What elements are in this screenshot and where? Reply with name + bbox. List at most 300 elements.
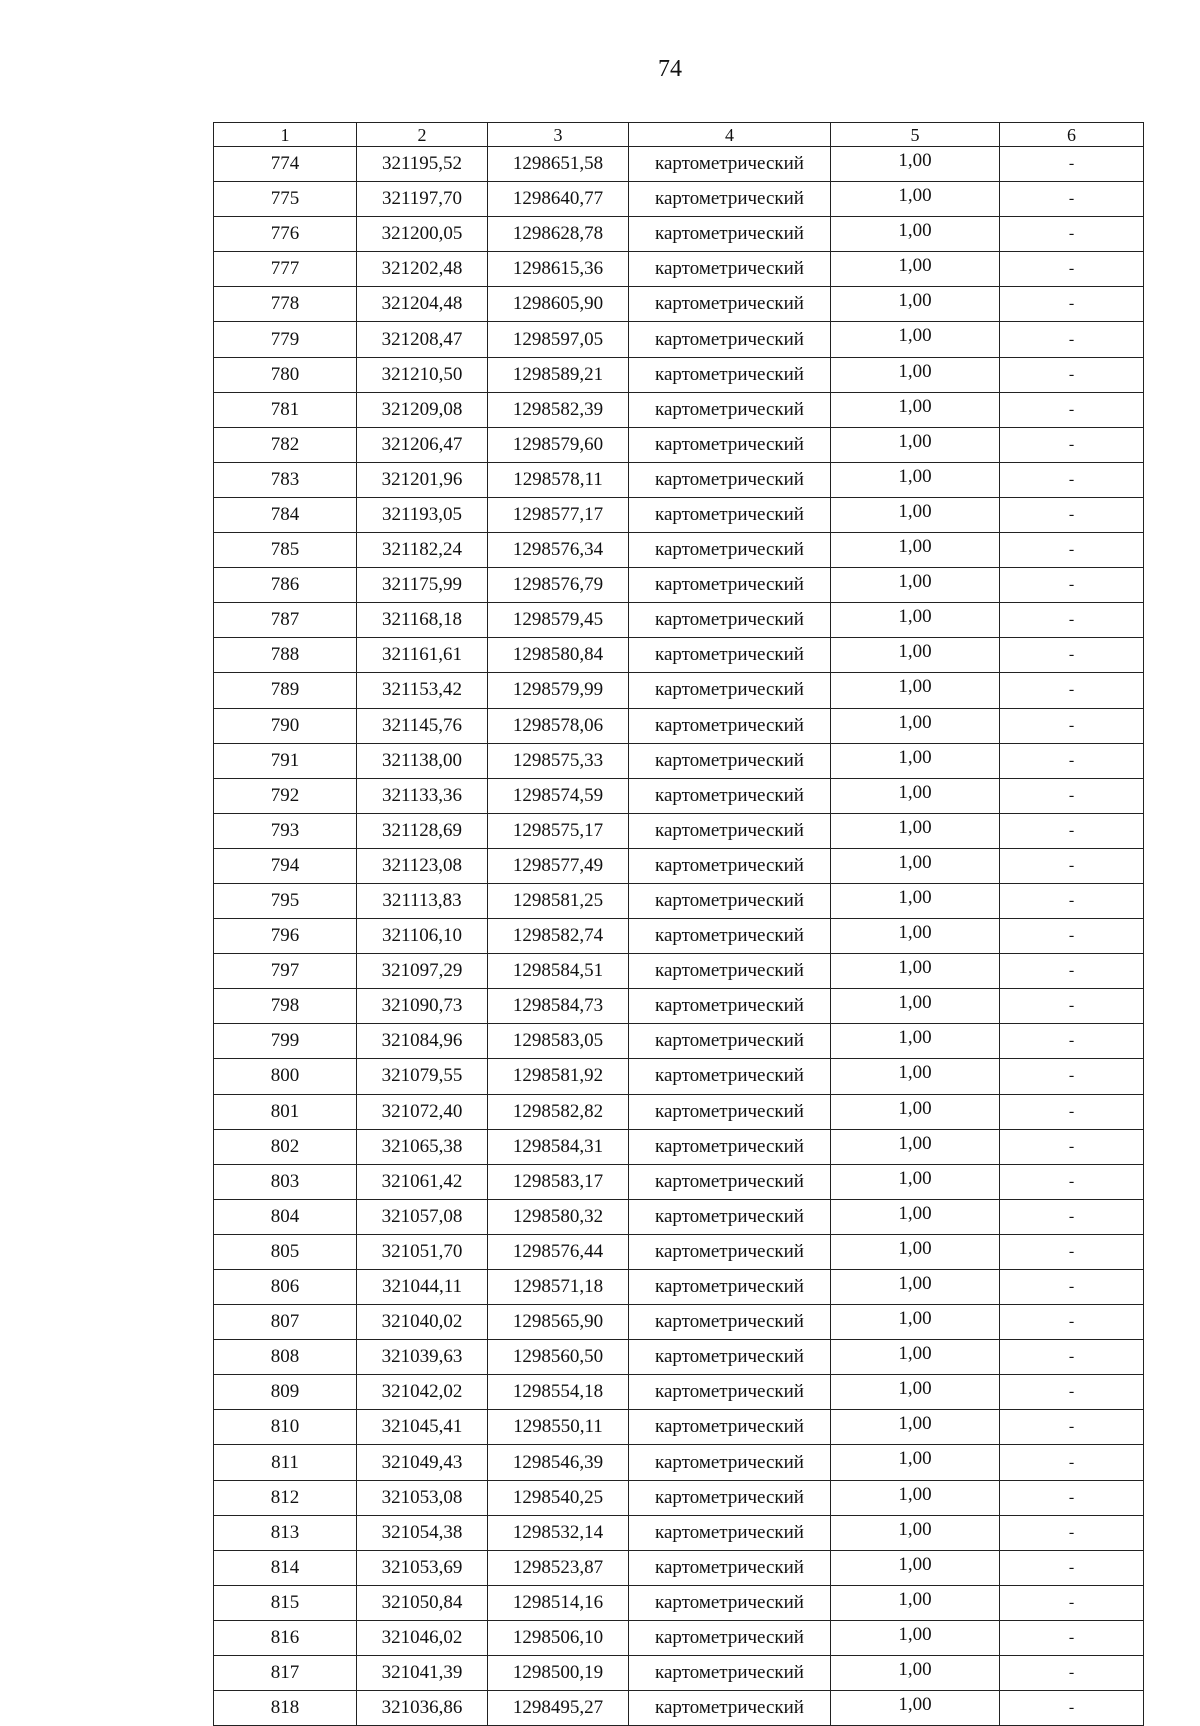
cell-y-coordinate: 1298582,39 [488,392,629,427]
cell-y-coordinate: 1298578,06 [488,708,629,743]
cell-y-coordinate: 1298584,31 [488,1129,629,1164]
cell-note: - [1000,1024,1144,1059]
column-header-note: 6 [1000,123,1144,147]
cell-note: - [1000,989,1144,1024]
table-row [214,1270,1144,1305]
cell-x-coordinate: 321046,02 [357,1620,488,1655]
cell-note: - [1000,1234,1144,1269]
cell-y-coordinate: 1298577,17 [488,497,629,532]
cell-method: картометрический [629,322,831,357]
table-row [214,1445,1144,1480]
cell-point-number: 806 [214,1270,357,1305]
cell-point-number: 783 [214,462,357,497]
cell-accuracy: 1,00 [831,708,1000,743]
table-row [214,497,1144,532]
cell-point-number: 802 [214,1129,357,1164]
table-row [214,1094,1144,1129]
cell-accuracy: 1,00 [831,392,1000,427]
cell-accuracy: 1,00 [831,357,1000,392]
cell-note: - [1000,743,1144,778]
cell-x-coordinate: 321208,47 [357,322,488,357]
cell-note: - [1000,322,1144,357]
cell-method: картометрический [629,1024,831,1059]
cell-method: картометрический [629,813,831,848]
cell-x-coordinate: 321106,10 [357,919,488,954]
cell-point-number: 784 [214,497,357,532]
cell-y-coordinate: 1298579,60 [488,427,629,462]
cell-x-coordinate: 321090,73 [357,989,488,1024]
cell-note: - [1000,427,1144,462]
cell-method: картометрический [629,708,831,743]
cell-accuracy: 1,00 [831,1480,1000,1515]
cell-y-coordinate: 1298523,87 [488,1550,629,1585]
cell-point-number: 797 [214,954,357,989]
cell-point-number: 787 [214,603,357,638]
cell-point-number: 812 [214,1480,357,1515]
cell-x-coordinate: 321113,83 [357,883,488,918]
cell-x-coordinate: 321145,76 [357,708,488,743]
table-row [214,989,1144,1024]
table-row [214,743,1144,778]
cell-accuracy: 1,00 [831,813,1000,848]
cell-accuracy: 1,00 [831,1445,1000,1480]
cell-note: - [1000,673,1144,708]
cell-x-coordinate: 321168,18 [357,603,488,638]
coordinates-table [213,122,1144,1726]
cell-y-coordinate: 1298640,77 [488,182,629,217]
cell-method: картометрический [629,1234,831,1269]
cell-note: - [1000,1445,1144,1480]
table-body [214,147,1144,1726]
cell-accuracy: 1,00 [831,1270,1000,1305]
page-number: 74 [658,56,682,82]
cell-point-number: 786 [214,568,357,603]
cell-point-number: 807 [214,1305,357,1340]
cell-y-coordinate: 1298576,44 [488,1234,629,1269]
cell-x-coordinate: 321197,70 [357,182,488,217]
table-row [214,1375,1144,1410]
cell-method: картометрический [629,1480,831,1515]
cell-x-coordinate: 321161,61 [357,638,488,673]
cell-note: - [1000,954,1144,989]
cell-point-number: 789 [214,673,357,708]
cell-point-number: 805 [214,1234,357,1269]
table-row [214,848,1144,883]
cell-note: - [1000,1656,1144,1691]
cell-note: - [1000,1340,1144,1375]
cell-point-number: 794 [214,848,357,883]
table-row [214,1305,1144,1340]
cell-point-number: 791 [214,743,357,778]
cell-accuracy: 1,00 [831,182,1000,217]
column-header-point-number: 1 [214,123,357,147]
cell-method: картометрический [629,778,831,813]
cell-method: картометрический [629,1620,831,1655]
cell-x-coordinate: 321061,42 [357,1164,488,1199]
cell-note: - [1000,1515,1144,1550]
cell-x-coordinate: 321054,38 [357,1515,488,1550]
cell-x-coordinate: 321036,86 [357,1691,488,1726]
cell-method: картометрический [629,1445,831,1480]
cell-note: - [1000,848,1144,883]
cell-note: - [1000,1270,1144,1305]
cell-method: картометрический [629,147,831,182]
cell-note: - [1000,1059,1144,1094]
cell-method: картометрический [629,1059,831,1094]
column-header-x-coordinate: 2 [357,123,488,147]
cell-x-coordinate: 321065,38 [357,1129,488,1164]
cell-point-number: 796 [214,919,357,954]
cell-accuracy: 1,00 [831,462,1000,497]
table-row [214,1129,1144,1164]
table-row [214,1550,1144,1585]
cell-point-number: 803 [214,1164,357,1199]
cell-note: - [1000,533,1144,568]
cell-method: картометрический [629,989,831,1024]
cell-accuracy: 1,00 [831,1656,1000,1691]
cell-y-coordinate: 1298576,34 [488,533,629,568]
cell-x-coordinate: 321123,08 [357,848,488,883]
cell-accuracy: 1,00 [831,322,1000,357]
cell-accuracy: 1,00 [831,497,1000,532]
cell-method: картометрический [629,1656,831,1691]
table-row [214,1059,1144,1094]
table-row [214,1340,1144,1375]
cell-y-coordinate: 1298605,90 [488,287,629,322]
cell-x-coordinate: 321210,50 [357,357,488,392]
cell-method: картометрический [629,462,831,497]
cell-accuracy: 1,00 [831,743,1000,778]
cell-method: картометрический [629,603,831,638]
cell-accuracy: 1,00 [831,848,1000,883]
cell-accuracy: 1,00 [831,1059,1000,1094]
cell-point-number: 788 [214,638,357,673]
cell-note: - [1000,1094,1144,1129]
table-row [214,1585,1144,1620]
table-row [214,357,1144,392]
cell-method: картометрический [629,883,831,918]
cell-accuracy: 1,00 [831,252,1000,287]
cell-point-number: 804 [214,1199,357,1234]
table-row [214,603,1144,638]
table-row [214,919,1144,954]
cell-method: картометрический [629,182,831,217]
cell-point-number: 774 [214,147,357,182]
cell-point-number: 780 [214,357,357,392]
cell-x-coordinate: 321182,24 [357,533,488,568]
cell-y-coordinate: 1298615,36 [488,252,629,287]
cell-accuracy: 1,00 [831,989,1000,1024]
cell-x-coordinate: 321045,41 [357,1410,488,1445]
table-row [214,1024,1144,1059]
cell-y-coordinate: 1298546,39 [488,1445,629,1480]
column-header-y-coordinate: 3 [488,123,629,147]
cell-x-coordinate: 321041,39 [357,1656,488,1691]
table-header-row [214,123,1144,147]
cell-note: - [1000,1305,1144,1340]
cell-method: картометрический [629,638,831,673]
cell-x-coordinate: 321044,11 [357,1270,488,1305]
cell-x-coordinate: 321053,08 [357,1480,488,1515]
table-row [214,568,1144,603]
cell-point-number: 778 [214,287,357,322]
cell-x-coordinate: 321079,55 [357,1059,488,1094]
cell-x-coordinate: 321138,00 [357,743,488,778]
cell-note: - [1000,1620,1144,1655]
cell-point-number: 808 [214,1340,357,1375]
cell-note: - [1000,217,1144,252]
table-row [214,533,1144,568]
cell-point-number: 813 [214,1515,357,1550]
cell-note: - [1000,1199,1144,1234]
cell-note: - [1000,287,1144,322]
cell-x-coordinate: 321200,05 [357,217,488,252]
cell-x-coordinate: 321040,02 [357,1305,488,1340]
cell-y-coordinate: 1298628,78 [488,217,629,252]
cell-point-number: 792 [214,778,357,813]
cell-accuracy: 1,00 [831,1550,1000,1585]
cell-accuracy: 1,00 [831,1410,1000,1445]
cell-method: картометрический [629,919,831,954]
cell-note: - [1000,1585,1144,1620]
column-header-accuracy: 5 [831,123,1000,147]
cell-accuracy: 1,00 [831,638,1000,673]
cell-accuracy: 1,00 [831,1164,1000,1199]
cell-y-coordinate: 1298589,21 [488,357,629,392]
cell-point-number: 777 [214,252,357,287]
cell-method: картометрический [629,1691,831,1726]
cell-x-coordinate: 321053,69 [357,1550,488,1585]
cell-method: картометрический [629,1094,831,1129]
cell-note: - [1000,1129,1144,1164]
table-row [214,1234,1144,1269]
table-row [214,1164,1144,1199]
cell-y-coordinate: 1298576,79 [488,568,629,603]
cell-accuracy: 1,00 [831,954,1000,989]
cell-method: картометрический [629,392,831,427]
cell-accuracy: 1,00 [831,217,1000,252]
cell-point-number: 785 [214,533,357,568]
cell-note: - [1000,392,1144,427]
cell-accuracy: 1,00 [831,883,1000,918]
cell-note: - [1000,147,1144,182]
cell-accuracy: 1,00 [831,919,1000,954]
table-row [214,287,1144,322]
cell-y-coordinate: 1298581,25 [488,883,629,918]
cell-note: - [1000,1480,1144,1515]
cell-note: - [1000,497,1144,532]
table-row [214,954,1144,989]
table-row [214,322,1144,357]
cell-note: - [1000,568,1144,603]
cell-accuracy: 1,00 [831,778,1000,813]
cell-method: картометрический [629,427,831,462]
cell-x-coordinate: 321050,84 [357,1585,488,1620]
cell-point-number: 799 [214,1024,357,1059]
cell-note: - [1000,1550,1144,1585]
cell-point-number: 817 [214,1656,357,1691]
table-row [214,1620,1144,1655]
cell-y-coordinate: 1298580,84 [488,638,629,673]
table-row [214,1480,1144,1515]
table-row [214,1515,1144,1550]
cell-x-coordinate: 321133,36 [357,778,488,813]
cell-method: картометрический [629,568,831,603]
cell-accuracy: 1,00 [831,533,1000,568]
table-row [214,462,1144,497]
cell-point-number: 800 [214,1059,357,1094]
cell-x-coordinate: 321049,43 [357,1445,488,1480]
table-row [214,673,1144,708]
cell-x-coordinate: 321206,47 [357,427,488,462]
cell-note: - [1000,1164,1144,1199]
cell-point-number: 818 [214,1691,357,1726]
table-row [214,1410,1144,1445]
cell-note: - [1000,1410,1144,1445]
cell-method: картометрический [629,673,831,708]
cell-y-coordinate: 1298532,14 [488,1515,629,1550]
cell-y-coordinate: 1298579,45 [488,603,629,638]
table-row [214,638,1144,673]
cell-x-coordinate: 321153,42 [357,673,488,708]
cell-x-coordinate: 321042,02 [357,1375,488,1410]
cell-accuracy: 1,00 [831,1340,1000,1375]
cell-accuracy: 1,00 [831,1620,1000,1655]
cell-point-number: 798 [214,989,357,1024]
cell-method: картометрический [629,287,831,322]
cell-y-coordinate: 1298580,32 [488,1199,629,1234]
cell-point-number: 816 [214,1620,357,1655]
cell-accuracy: 1,00 [831,568,1000,603]
cell-accuracy: 1,00 [831,673,1000,708]
cell-accuracy: 1,00 [831,1094,1000,1129]
table-row [214,147,1144,182]
cell-method: картометрический [629,743,831,778]
cell-x-coordinate: 321039,63 [357,1340,488,1375]
cell-accuracy: 1,00 [831,1234,1000,1269]
cell-accuracy: 1,00 [831,427,1000,462]
cell-point-number: 790 [214,708,357,743]
table-row [214,778,1144,813]
cell-point-number: 811 [214,1445,357,1480]
table-row [214,708,1144,743]
cell-accuracy: 1,00 [831,603,1000,638]
table-row [214,392,1144,427]
cell-x-coordinate: 321051,70 [357,1234,488,1269]
cell-point-number: 814 [214,1550,357,1585]
column-header-method: 4 [629,123,831,147]
cell-note: - [1000,813,1144,848]
cell-note: - [1000,462,1144,497]
table-row [214,813,1144,848]
cell-y-coordinate: 1298574,59 [488,778,629,813]
cell-note: - [1000,778,1144,813]
cell-y-coordinate: 1298500,19 [488,1656,629,1691]
cell-y-coordinate: 1298540,25 [488,1480,629,1515]
cell-y-coordinate: 1298575,33 [488,743,629,778]
cell-method: картометрический [629,1515,831,1550]
cell-y-coordinate: 1298583,05 [488,1024,629,1059]
cell-method: картометрический [629,1305,831,1340]
cell-method: картометрический [629,1129,831,1164]
cell-x-coordinate: 321128,69 [357,813,488,848]
cell-note: - [1000,708,1144,743]
cell-y-coordinate: 1298550,11 [488,1410,629,1445]
cell-note: - [1000,252,1144,287]
cell-point-number: 815 [214,1585,357,1620]
cell-accuracy: 1,00 [831,1129,1000,1164]
cell-x-coordinate: 321072,40 [357,1094,488,1129]
cell-method: картометрический [629,848,831,883]
cell-point-number: 795 [214,883,357,918]
cell-y-coordinate: 1298582,74 [488,919,629,954]
cell-y-coordinate: 1298583,17 [488,1164,629,1199]
cell-y-coordinate: 1298584,73 [488,989,629,1024]
table-row [214,217,1144,252]
cell-x-coordinate: 321202,48 [357,252,488,287]
cell-method: картометрический [629,954,831,989]
cell-method: картометрический [629,1199,831,1234]
cell-y-coordinate: 1298575,17 [488,813,629,848]
table-row [214,1656,1144,1691]
cell-x-coordinate: 321084,96 [357,1024,488,1059]
cell-method: картометрический [629,217,831,252]
cell-method: картометрический [629,1270,831,1305]
cell-method: картометрический [629,533,831,568]
cell-y-coordinate: 1298597,05 [488,322,629,357]
table-row [214,427,1144,462]
cell-x-coordinate: 321209,08 [357,392,488,427]
table-row [214,252,1144,287]
table-row [214,883,1144,918]
cell-method: картометрический [629,357,831,392]
cell-accuracy: 1,00 [831,1515,1000,1550]
cell-note: - [1000,603,1144,638]
cell-point-number: 779 [214,322,357,357]
cell-method: картометрический [629,1340,831,1375]
cell-accuracy: 1,00 [831,1024,1000,1059]
cell-y-coordinate: 1298577,49 [488,848,629,883]
cell-accuracy: 1,00 [831,1691,1000,1726]
cell-y-coordinate: 1298581,92 [488,1059,629,1094]
cell-x-coordinate: 321097,29 [357,954,488,989]
cell-y-coordinate: 1298571,18 [488,1270,629,1305]
cell-accuracy: 1,00 [831,1199,1000,1234]
cell-point-number: 801 [214,1094,357,1129]
cell-x-coordinate: 321057,08 [357,1199,488,1234]
cell-note: - [1000,883,1144,918]
cell-x-coordinate: 321201,96 [357,462,488,497]
cell-method: картометрический [629,1550,831,1585]
cell-y-coordinate: 1298584,51 [488,954,629,989]
cell-x-coordinate: 321204,48 [357,287,488,322]
cell-y-coordinate: 1298651,58 [488,147,629,182]
cell-method: картометрический [629,1410,831,1445]
cell-y-coordinate: 1298506,10 [488,1620,629,1655]
cell-accuracy: 1,00 [831,287,1000,322]
cell-x-coordinate: 321175,99 [357,568,488,603]
cell-point-number: 810 [214,1410,357,1445]
cell-y-coordinate: 1298495,27 [488,1691,629,1726]
cell-point-number: 782 [214,427,357,462]
table-row [214,182,1144,217]
cell-accuracy: 1,00 [831,1585,1000,1620]
cell-y-coordinate: 1298579,99 [488,673,629,708]
cell-y-coordinate: 1298578,11 [488,462,629,497]
cell-accuracy: 1,00 [831,147,1000,182]
table-row [214,1199,1144,1234]
cell-note: - [1000,638,1144,673]
